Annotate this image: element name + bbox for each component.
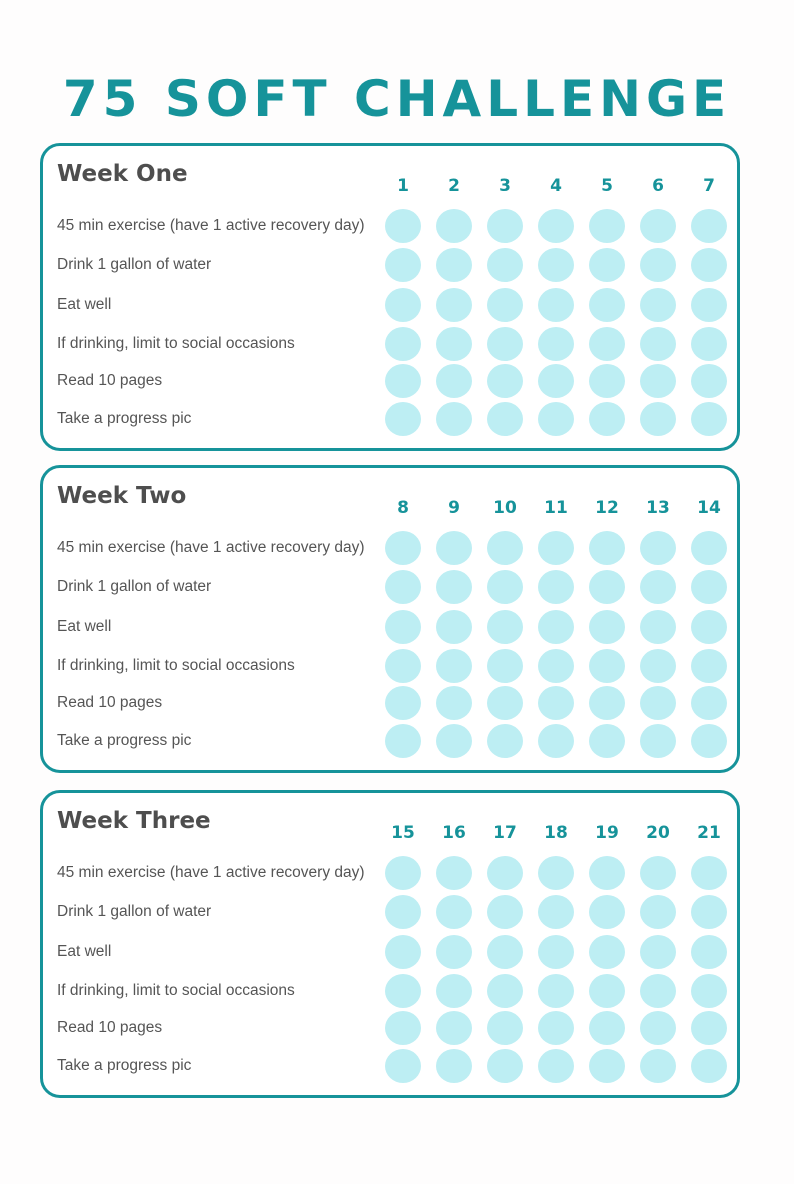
day-checkbox[interactable]: [385, 935, 421, 969]
day-checkbox[interactable]: [385, 364, 421, 398]
day-checkbox[interactable]: [640, 288, 676, 322]
day-checkbox[interactable]: [538, 364, 574, 398]
day-checkbox[interactable]: [385, 570, 421, 604]
task-row: [43, 855, 737, 891]
day-checkbox[interactable]: [589, 1049, 625, 1083]
day-checkbox[interactable]: [640, 570, 676, 604]
day-checkbox[interactable]: [640, 935, 676, 969]
task-label: 45 min exercise (have 1 active recovery day): [57, 217, 365, 234]
task-label: If drinking, limit to social occasions: [57, 335, 295, 352]
day-checkbox[interactable]: [691, 895, 727, 929]
day-checkbox[interactable]: [691, 531, 727, 565]
day-checkbox[interactable]: [487, 856, 523, 890]
day-checkbox[interactable]: [436, 1049, 472, 1083]
day-checkbox[interactable]: [589, 856, 625, 890]
day-number: 19: [595, 823, 619, 843]
task-row: [43, 363, 737, 399]
day-checkbox[interactable]: [436, 935, 472, 969]
day-checkbox[interactable]: [538, 895, 574, 929]
task-label: Read 10 pages: [57, 372, 163, 389]
day-checkbox[interactable]: [487, 288, 523, 322]
day-checkbox[interactable]: [385, 974, 421, 1008]
task-list: [43, 146, 737, 448]
day-checkbox[interactable]: [640, 974, 676, 1008]
task-label: Drink 1 gallon of water: [57, 578, 212, 595]
day-checkbox[interactable]: [538, 649, 574, 683]
day-checkbox[interactable]: [691, 402, 727, 436]
day-checkbox[interactable]: [538, 610, 574, 644]
week-title: Week One: [57, 161, 188, 187]
day-checkbox[interactable]: [589, 248, 625, 282]
task-list: [43, 468, 737, 770]
day-checkbox[interactable]: [538, 327, 574, 361]
day-checkbox[interactable]: [436, 531, 472, 565]
day-checkbox[interactable]: [385, 248, 421, 282]
week-title: Week Three: [57, 808, 211, 834]
day-checkbox[interactable]: [487, 1011, 523, 1045]
day-checkbox[interactable]: [589, 327, 625, 361]
day-checkbox[interactable]: [436, 974, 472, 1008]
day-checkbox[interactable]: [385, 1049, 421, 1083]
day-checkbox[interactable]: [691, 856, 727, 890]
day-checkbox[interactable]: [436, 570, 472, 604]
day-checkbox[interactable]: [640, 856, 676, 890]
day-checkbox[interactable]: [640, 895, 676, 929]
day-checkbox[interactable]: [691, 248, 727, 282]
day-number: 12: [595, 498, 619, 518]
task-label: Drink 1 gallon of water: [57, 256, 212, 273]
day-number: 8: [397, 498, 409, 518]
day-checkbox[interactable]: [487, 209, 523, 243]
task-label: Read 10 pages: [57, 694, 163, 711]
task-label: Take a progress pic: [57, 732, 192, 749]
day-checkbox[interactable]: [691, 610, 727, 644]
day-checkbox[interactable]: [487, 724, 523, 758]
day-checkbox[interactable]: [691, 570, 727, 604]
day-checkbox[interactable]: [487, 610, 523, 644]
task-label: If drinking, limit to social occasions: [57, 657, 295, 674]
day-checkbox[interactable]: [487, 649, 523, 683]
day-number: 6: [652, 176, 664, 196]
day-checkbox[interactable]: [691, 288, 727, 322]
day-checkbox[interactable]: [487, 531, 523, 565]
day-checkbox[interactable]: [589, 649, 625, 683]
day-number: 16: [442, 823, 466, 843]
day-checkbox[interactable]: [589, 610, 625, 644]
day-number: 4: [550, 176, 562, 196]
task-row: [43, 401, 737, 437]
task-row: [43, 648, 737, 684]
day-checkbox[interactable]: [691, 1049, 727, 1083]
day-checkbox[interactable]: [640, 364, 676, 398]
day-number: 20: [646, 823, 670, 843]
day-checkbox[interactable]: [487, 895, 523, 929]
day-checkbox[interactable]: [436, 1011, 472, 1045]
day-number: 14: [697, 498, 721, 518]
day-checkbox[interactable]: [538, 724, 574, 758]
day-checkbox[interactable]: [385, 209, 421, 243]
day-checkbox[interactable]: [436, 856, 472, 890]
task-row: [43, 208, 737, 244]
day-checkbox[interactable]: [385, 649, 421, 683]
day-checkbox[interactable]: [589, 974, 625, 1008]
day-checkbox[interactable]: [538, 856, 574, 890]
day-checkbox[interactable]: [385, 895, 421, 929]
day-checkbox[interactable]: [385, 686, 421, 720]
day-checkbox[interactable]: [538, 1049, 574, 1083]
day-checkbox[interactable]: [487, 248, 523, 282]
week-title: Week Two: [57, 483, 187, 509]
day-checkbox[interactable]: [640, 649, 676, 683]
day-checkbox[interactable]: [538, 402, 574, 436]
week-card: [40, 465, 740, 773]
task-label: Eat well: [57, 943, 112, 960]
day-checkbox[interactable]: [385, 327, 421, 361]
day-checkbox[interactable]: [487, 570, 523, 604]
day-checkbox[interactable]: [640, 686, 676, 720]
task-label: If drinking, limit to social occasions: [57, 982, 295, 999]
day-checkbox[interactable]: [385, 724, 421, 758]
day-checkbox[interactable]: [538, 1011, 574, 1045]
day-checkbox[interactable]: [589, 895, 625, 929]
task-list: [43, 793, 737, 1095]
day-checkbox[interactable]: [691, 209, 727, 243]
week-card: [40, 143, 740, 451]
day-checkbox[interactable]: [691, 364, 727, 398]
day-checkbox[interactable]: [538, 935, 574, 969]
day-checkbox[interactable]: [691, 974, 727, 1008]
task-row: [43, 1010, 737, 1046]
task-row: [43, 723, 737, 759]
day-checkbox[interactable]: [385, 1011, 421, 1045]
day-number: 21: [697, 823, 721, 843]
task-label: Read 10 pages: [57, 1019, 163, 1036]
day-checkbox[interactable]: [487, 327, 523, 361]
day-checkbox[interactable]: [640, 724, 676, 758]
task-label: 45 min exercise (have 1 active recovery day): [57, 539, 365, 556]
day-number: 5: [601, 176, 613, 196]
day-checkbox[interactable]: [691, 649, 727, 683]
day-number: 10: [493, 498, 517, 518]
task-row: [43, 973, 737, 1009]
day-checkbox[interactable]: [640, 209, 676, 243]
day-checkbox[interactable]: [436, 288, 472, 322]
day-checkbox[interactable]: [589, 570, 625, 604]
day-checkbox[interactable]: [385, 610, 421, 644]
day-checkbox[interactable]: [691, 1011, 727, 1045]
day-checkbox[interactable]: [589, 209, 625, 243]
day-checkbox[interactable]: [436, 248, 472, 282]
day-number: 18: [544, 823, 568, 843]
task-label: Eat well: [57, 296, 112, 313]
day-checkbox[interactable]: [538, 248, 574, 282]
day-checkbox[interactable]: [538, 570, 574, 604]
week-card: [40, 790, 740, 1098]
day-number: 17: [493, 823, 517, 843]
day-checkbox[interactable]: [640, 1049, 676, 1083]
day-number: 9: [448, 498, 460, 518]
day-checkbox[interactable]: [538, 209, 574, 243]
task-row: [43, 894, 737, 930]
task-row: [43, 1048, 737, 1084]
day-number: 7: [703, 176, 715, 196]
day-checkbox[interactable]: [436, 686, 472, 720]
day-checkbox[interactable]: [385, 531, 421, 565]
task-row: [43, 247, 737, 283]
task-label: 45 min exercise (have 1 active recovery day): [57, 864, 365, 881]
day-checkbox[interactable]: [436, 649, 472, 683]
day-checkbox[interactable]: [538, 288, 574, 322]
day-checkbox[interactable]: [436, 724, 472, 758]
day-checkbox[interactable]: [691, 724, 727, 758]
day-number: 11: [544, 498, 568, 518]
day-checkbox[interactable]: [640, 610, 676, 644]
day-checkbox[interactable]: [589, 402, 625, 436]
day-number: 2: [448, 176, 460, 196]
task-row: [43, 569, 737, 605]
day-checkbox[interactable]: [487, 402, 523, 436]
day-checkbox[interactable]: [436, 402, 472, 436]
day-number: 13: [646, 498, 670, 518]
day-checkbox[interactable]: [640, 402, 676, 436]
day-number: 15: [391, 823, 415, 843]
task-row: [43, 287, 737, 323]
day-checkbox[interactable]: [589, 935, 625, 969]
task-row: [43, 326, 737, 362]
day-checkbox[interactable]: [385, 288, 421, 322]
day-checkbox[interactable]: [487, 1049, 523, 1083]
task-label: Drink 1 gallon of water: [57, 903, 212, 920]
day-checkbox[interactable]: [691, 686, 727, 720]
page-title: 75 SOFT CHALLENGE: [62, 70, 732, 128]
day-checkbox[interactable]: [640, 1011, 676, 1045]
day-checkbox[interactable]: [640, 531, 676, 565]
day-checkbox[interactable]: [385, 856, 421, 890]
day-checkbox[interactable]: [487, 686, 523, 720]
task-row: [43, 530, 737, 566]
day-checkbox[interactable]: [436, 364, 472, 398]
task-row: [43, 685, 737, 721]
day-checkbox[interactable]: [436, 327, 472, 361]
task-label: Take a progress pic: [57, 410, 192, 427]
day-checkbox[interactable]: [589, 531, 625, 565]
day-checkbox[interactable]: [487, 364, 523, 398]
day-checkbox[interactable]: [589, 724, 625, 758]
day-checkbox[interactable]: [538, 531, 574, 565]
day-checkbox[interactable]: [436, 895, 472, 929]
day-checkbox[interactable]: [538, 974, 574, 1008]
task-label: Eat well: [57, 618, 112, 635]
day-checkbox[interactable]: [487, 935, 523, 969]
day-checkbox[interactable]: [640, 248, 676, 282]
day-checkbox[interactable]: [691, 935, 727, 969]
day-checkbox[interactable]: [589, 1011, 625, 1045]
day-checkbox[interactable]: [589, 288, 625, 322]
day-number: 1: [397, 176, 409, 196]
task-label: Take a progress pic: [57, 1057, 192, 1074]
day-checkbox[interactable]: [436, 610, 472, 644]
day-checkbox[interactable]: [436, 209, 472, 243]
task-row: [43, 609, 737, 645]
task-row: [43, 934, 737, 970]
day-checkbox[interactable]: [589, 364, 625, 398]
day-checkbox[interactable]: [691, 327, 727, 361]
day-checkbox[interactable]: [385, 402, 421, 436]
day-checkbox[interactable]: [487, 974, 523, 1008]
day-number: 3: [499, 176, 511, 196]
day-checkbox[interactable]: [589, 686, 625, 720]
day-checkbox[interactable]: [538, 686, 574, 720]
day-checkbox[interactable]: [640, 327, 676, 361]
